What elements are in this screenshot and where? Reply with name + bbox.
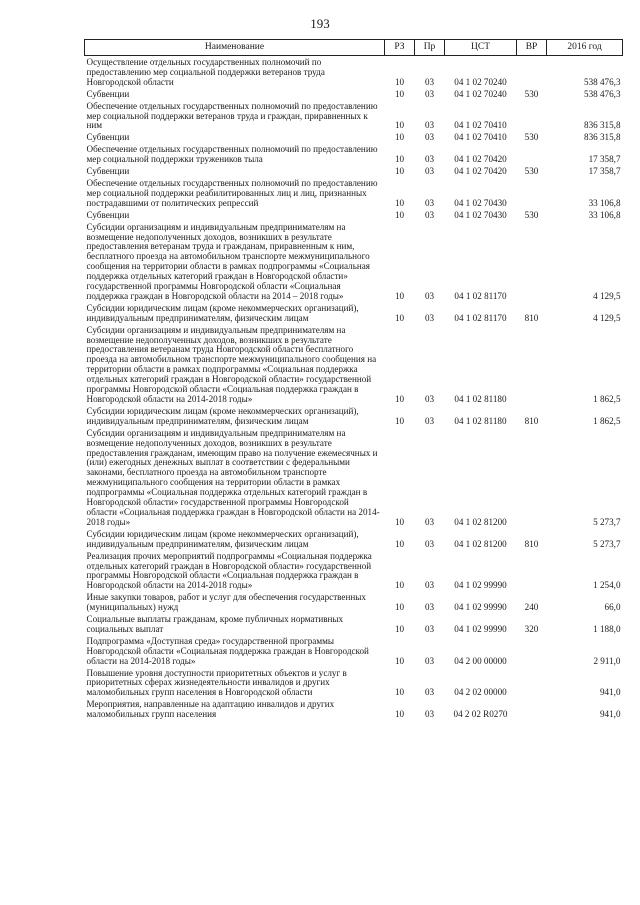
- table-row: [85, 591, 623, 613]
- cell-name: Субсидии организациям и индивидуальным предпринимателям на возмещение недополученных доходов, возникших в результате предоставления ветеранам труда и гражданам, приравненным к ним, бесплатного проезда на автомобильном транспорте межмуниципального сообщения на территории области в рамках подпрограммы «Социальная поддержка отдельных категорий граждан в Новгородской области» государственной программы Новгородской области «Социальная поддержка граждан в Новгородской области на 2014 – 2018 годы»: [86, 221, 370, 301]
- cell-amount: 4 129,5: [593, 290, 621, 301]
- table-row: [85, 635, 623, 667]
- cell-vr: [517, 177, 547, 209]
- cell-vr: 320: [524, 623, 539, 634]
- cell-rz: 10: [394, 132, 405, 143]
- table-row: [85, 88, 623, 100]
- cell-cst: 04 1 02 70410: [454, 120, 507, 131]
- table-row: [85, 405, 623, 427]
- cell-rz: 10: [394, 602, 405, 613]
- cell-pr: 03: [424, 197, 435, 208]
- cell-pr: 03: [424, 76, 435, 87]
- table-row: [85, 698, 623, 720]
- table-row: [85, 427, 623, 528]
- cell-amount: 1 862,5: [593, 394, 621, 404]
- cell-pr: 03: [424, 538, 435, 549]
- table-header: [85, 40, 623, 56]
- cell-rz: 10: [394, 538, 405, 549]
- cell-pr: 03: [424, 516, 435, 527]
- table-row: [85, 209, 623, 221]
- cell-name: Субсидии юридическим лицам (кроме некоммерческих организаций), индивидуальным предпринимателям, физическим лицам: [86, 405, 359, 426]
- table-row: [85, 165, 623, 177]
- cell-cst: 04 2 00 00000: [454, 655, 507, 666]
- cell-name: Обеспечение отдельных государственных полномочий по предоставлению мер социальной поддержки реабилитированных лиц и лиц, признанных пострадавшими от политических репрессий: [86, 177, 378, 208]
- cell-amount: 17 358,7: [588, 166, 621, 177]
- table-row: [85, 302, 623, 324]
- cell-name: Субвенции: [86, 132, 130, 143]
- cell-cst: 04 1 02 70410: [454, 132, 507, 143]
- cell-pr: 03: [424, 687, 435, 698]
- table-row: [85, 528, 623, 550]
- cell-rz: 10: [394, 120, 405, 131]
- cell-pr: 03: [424, 623, 435, 634]
- cell-name: Субсидии юридическим лицам (кроме некоммерческих организаций), индивидуальным предпринимателям, физическим лицам: [86, 302, 359, 323]
- cell-vr: 810: [524, 415, 539, 426]
- cell-name: Субвенции: [86, 166, 130, 177]
- cell-pr: 03: [424, 132, 435, 143]
- cell-vr: 810: [524, 538, 539, 549]
- cell-cst: 04 1 02 99990: [454, 623, 507, 634]
- table-row: [85, 143, 623, 165]
- cell-rz: 10: [394, 415, 405, 426]
- cell-amount: 941,0: [599, 709, 621, 720]
- cell-name: Осуществление отдельных государственных полномочий по предоставлению мер социальной поддержки ветеранов труда Новгородской области: [86, 57, 325, 87]
- cell-pr: 03: [424, 709, 435, 720]
- cell-vr: 530: [524, 209, 539, 220]
- cell-rz: 10: [394, 655, 405, 666]
- cell-name: Обеспечение отдельных государственных полномочий по предоставлению мер социальной поддержки ветеранов труда и граждан, приравненных к ним: [86, 100, 378, 131]
- cell-pr: 03: [424, 209, 435, 220]
- cell-pr: 03: [424, 415, 435, 426]
- cell-vr: [517, 100, 547, 132]
- cell-vr: [517, 635, 547, 667]
- cell-rz: 10: [394, 394, 405, 404]
- table-row: [85, 56, 623, 88]
- cell-cst: 04 1 02 81180: [454, 394, 507, 404]
- table-row: [85, 324, 623, 405]
- cell-vr: 240: [524, 602, 539, 613]
- header-rz: РЗ: [385, 40, 415, 56]
- cell-vr: [517, 427, 547, 528]
- cell-rz: 10: [394, 623, 405, 634]
- cell-amount: 1 254,0: [593, 580, 621, 591]
- cell-name: Подпрограмма «Доступная среда» государственной программы Новгородской области «Социальная поддержка граждан в Новгородской области на 2014-2018 годы»: [86, 635, 369, 666]
- cell-cst: 04 1 02 99990: [454, 602, 507, 613]
- cell-vr: [517, 324, 547, 405]
- cell-name: Субсидии организациям и индивидуальным предпринимателям на возмещение недополученных доходов, возникших в результате предоставления ветеранам труда Новгородской области бесплатного проезда на автомобильном транспорте межмуниципального сообщения на территории области в рамках подпрограммы «Социальная поддержка отдельных категорий граждан в Новгородской области» государственной программы Новгородской области «Социальная поддержка граждан в Новгородской области на 2014-2018 годы»: [86, 324, 377, 404]
- cell-pr: 03: [424, 166, 435, 177]
- cell-vr: [517, 56, 547, 88]
- header-row: [85, 40, 623, 56]
- cell-cst: 04 1 02 81180: [454, 415, 507, 426]
- table-row: [85, 100, 623, 132]
- cell-vr: 530: [524, 166, 539, 177]
- cell-rz: 10: [394, 709, 405, 720]
- cell-amount: 836 315,8: [584, 120, 621, 131]
- cell-rz: 10: [394, 687, 405, 698]
- cell-rz: 10: [394, 312, 405, 323]
- cell-cst: 04 1 02 70240: [454, 76, 507, 87]
- cell-cst: 04 1 02 81200: [454, 538, 507, 549]
- cell-cst: 04 1 02 70420: [454, 154, 507, 165]
- cell-name: Обеспечение отдельных государственных полномочий по предоставлению мер социальной поддержки тружеников тыла: [86, 144, 378, 165]
- cell-rz: 10: [394, 154, 405, 165]
- cell-amount: 33 106,8: [588, 197, 621, 208]
- cell-name: Субвенции: [86, 88, 130, 99]
- cell-vr: [517, 550, 547, 592]
- cell-pr: 03: [424, 602, 435, 613]
- cell-cst: 04 1 02 70430: [454, 209, 507, 220]
- cell-rz: 10: [394, 209, 405, 220]
- cell-pr: 03: [424, 120, 435, 131]
- header-pr: Пр: [415, 40, 445, 56]
- cell-name: Субсидии юридическим лицам (кроме некоммерческих организаций), индивидуальным предпринимателям, физическим лицам: [86, 528, 359, 549]
- cell-vr: [517, 143, 547, 165]
- budget-table: [84, 39, 623, 720]
- cell-vr: 530: [524, 88, 539, 99]
- cell-amount: 33 106,8: [588, 209, 621, 220]
- table-row: [85, 131, 623, 143]
- cell-name: Субсидии организациям и индивидуальным предпринимателям на возмещение недополученных доходов, возникших в результате предоставления гражданам, имеющим право на получение ежемесячных и (или) ежегодных денежных выплат в соответствии с федеральными законами, бесплатного проезда на автомобильном транспорте межмуниципального сообщения на территории области в рамках подпрограммы «Социальная поддержка отдельных категорий граждан в Новгородской области» государственной программы Новгородской области «Социальная поддержка граждан в Новгородской области на 2014-2018 годы»: [86, 427, 380, 527]
- cell-vr: 530: [524, 132, 539, 143]
- cell-amount: 4 129,5: [593, 312, 621, 323]
- cell-amount: 2 911,0: [593, 655, 621, 666]
- cell-rz: 10: [394, 88, 405, 99]
- cell-vr: [517, 667, 547, 699]
- cell-cst: 04 1 02 70420: [454, 166, 507, 177]
- cell-pr: 03: [424, 154, 435, 165]
- cell-vr: 810: [524, 312, 539, 323]
- cell-cst: 04 1 02 81170: [454, 312, 507, 323]
- header-cst: ЦСТ: [445, 40, 517, 56]
- cell-amount: 941,0: [599, 687, 621, 698]
- table-row: [85, 550, 623, 592]
- cell-name: Социальные выплаты гражданам, кроме публичных нормативных социальных выплат: [86, 614, 344, 634]
- cell-amount: 17 358,7: [588, 154, 621, 165]
- cell-pr: 03: [424, 394, 435, 404]
- table-row: [85, 613, 623, 635]
- cell-pr: 03: [424, 655, 435, 666]
- cell-pr: 03: [424, 88, 435, 99]
- cell-amount: 538 476,3: [584, 88, 621, 99]
- cell-pr: 03: [424, 312, 435, 323]
- cell-name: Иные закупки товаров, работ и услуг для обеспечения государственных (муниципальных) нужд: [86, 592, 366, 613]
- cell-rz: 10: [394, 290, 405, 301]
- header-name: Наименование: [85, 40, 385, 56]
- cell-name: Реализация прочих мероприятий подпрограммы «Социальная поддержка отдельных категорий граждан в Новгородской области» государственной программы Новгородской области «Социальная поддержка граждан в Новгородской области на 2014-2018 годы»: [86, 550, 372, 591]
- cell-amount: 836 315,8: [584, 132, 621, 143]
- cell-pr: 03: [424, 290, 435, 301]
- cell-cst: 04 1 02 99990: [454, 580, 507, 591]
- cell-amount: 66,0: [604, 602, 621, 613]
- cell-cst: 04 1 02 70240: [454, 88, 507, 99]
- cell-rz: 10: [394, 166, 405, 177]
- cell-cst: 04 2 02 00000: [454, 687, 507, 698]
- cell-name: Повышение уровня доступности приоритетных объектов и услуг в приоритетных сферах жизнедеятельности инвалидов и других маломобильных групп населения в Новгородской области: [86, 667, 347, 698]
- cell-rz: 10: [394, 197, 405, 208]
- cell-amount: 5 273,7: [593, 538, 621, 549]
- cell-cst: 04 1 02 81200: [454, 516, 507, 527]
- cell-rz: 10: [394, 580, 405, 591]
- cell-amount: 538 476,3: [584, 76, 621, 87]
- table-row: [85, 177, 623, 209]
- header-vr: ВР: [517, 40, 547, 56]
- cell-name: Мероприятия, направленные на адаптацию инвалидов и других маломобильных групп населения: [86, 699, 335, 720]
- cell-amount: 1 862,5: [593, 415, 621, 426]
- cell-rz: 10: [394, 76, 405, 87]
- table-body: [85, 56, 623, 721]
- cell-vr: [517, 221, 547, 302]
- table-row: [85, 221, 623, 302]
- table-row: [85, 667, 623, 699]
- cell-cst: 04 2 02 R0270: [453, 709, 508, 720]
- cell-name: Субвенции: [86, 209, 130, 220]
- page-number: 193: [310, 16, 330, 31]
- cell-cst: 04 1 02 70430: [454, 197, 507, 208]
- header-year: 2016 год: [547, 40, 623, 56]
- cell-amount: 5 273,7: [593, 516, 621, 527]
- cell-vr: [517, 698, 547, 720]
- cell-rz: 10: [394, 516, 405, 527]
- cell-pr: 03: [424, 580, 435, 591]
- cell-cst: 04 1 02 81170: [454, 290, 507, 301]
- cell-amount: 1 188,0: [593, 623, 621, 634]
